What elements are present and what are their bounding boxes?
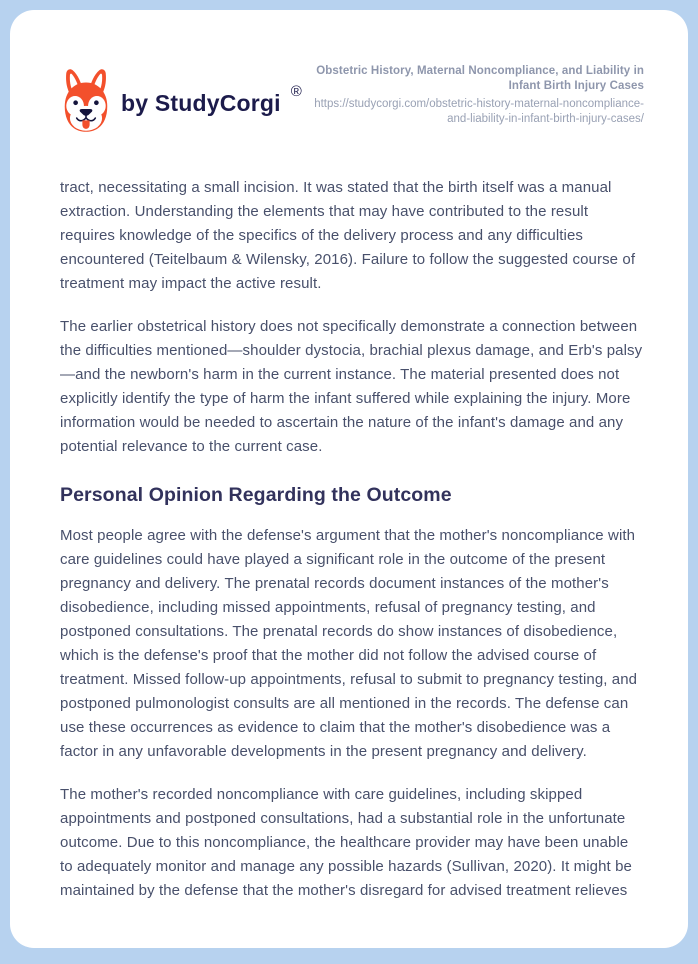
document-meta [302,60,644,127]
header [60,60,644,138]
section-heading: Personal Opinion Regarding the Outcome [60,484,452,506]
paragraph-1: tract, necessitating a small incision. It was stated that the birth itself was a manual extraction. Understanding the elements that may have contributed to the result requires knowledge of the specifics of the delivery process and any difficulties encountered (Teitelbaum & Wilensky, 2016). Failure to follow the suggested course of treatment may impact the active result. [60,179,636,292]
paragraph-3: Most people agree with the defense's argument that the mother's noncompliance with care guidelines could have played a significant role in the outcome of the present pregnancy and delivery. The prenatal records document instances of the mother's disobedience, including missed appointments, refusal of pregnancy testing, and postponed consultations. The prenatal records do show instances of disobedience, which is the defense's proof that the mother did not follow the advised course of treatment. Missed follow-up appointments, refusal to submit to pregnancy testing, and postponed pulmonologist consults are all mentioned in the records. The defense can use these occurrences as evidence to claim that the mother's disobedience was a factor in any unfavorable developments in the present pregnancy and delivery. [60,527,638,760]
brand-text: by StudyCorgi [121,89,281,116]
corgi-logo-icon [60,68,112,138]
paragraph-4: The mother's recorded noncompliance with care guidelines, including skipped appointments and postponed consultations, had a substantial role in the unfortunate outcome. Due to this noncompliance, the healthcare provider may have been unable to adequately monitor and manage any possible hazards (Sullivan, 2020). It might be maintained by the defense that the mother's disregard for advised treatment relieves [60,786,632,899]
document-url-link[interactable]: https://studycorgi.com/obstetric-history-maternal-noncompliance-and-liability-in-infant-birth-injury-cases/ [314,98,644,125]
registered-mark: ® [290,82,302,100]
document-card [10,10,688,948]
paragraph-2: The earlier obstetrical history does not specifically demonstrate a connection between the difficulties mentioned—shoulder dystocia, brachial plexus damage, and Erb's palsy—and the newborn's harm in the current instance. The material presented does not explicitly identify the type of harm the infant suffered while explaining the injury. More information would be needed to ascertain the nature of the infant's damage and any potential relevance to the current case. [60,318,643,455]
document-title: Obstetric History, Maternal Noncompliance, and Liability in Infant Birth Injury Cases [316,65,644,92]
brand [60,68,302,138]
article-body [60,176,644,903]
